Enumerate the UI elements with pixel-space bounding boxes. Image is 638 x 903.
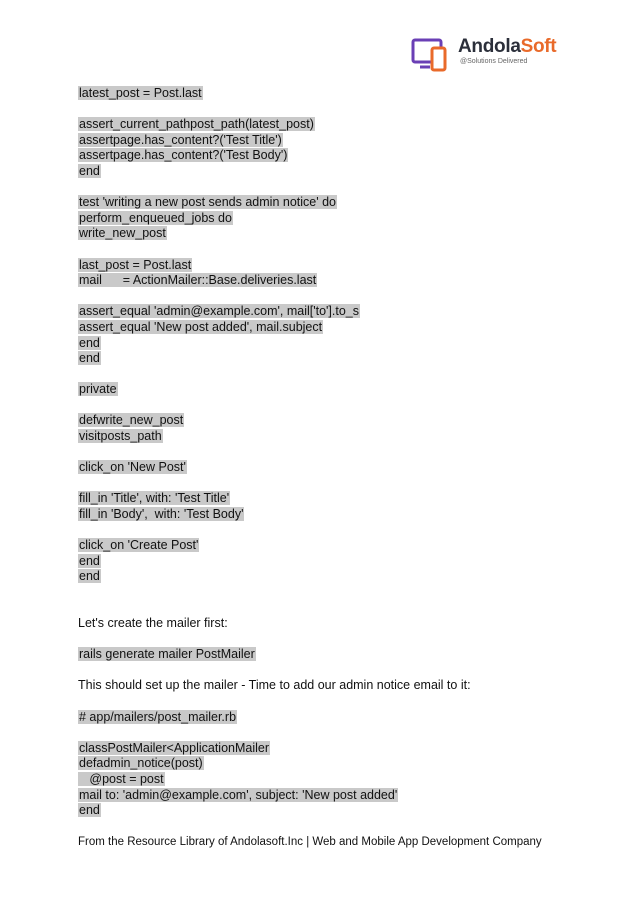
- test-code-section: [78, 86, 558, 585]
- code-block: [78, 86, 558, 102]
- code-line: classPostMailer<ApplicationMailer: [79, 740, 270, 755]
- code-line: click_on 'Create Post': [79, 538, 199, 553]
- code-line: end: [79, 335, 100, 350]
- code-block: [78, 195, 558, 242]
- code-line: assert_current_pathpost_path(latest_post): [79, 117, 314, 132]
- code-line: fill_in 'Body', with: 'Test Body': [79, 507, 244, 522]
- code-line: end: [79, 351, 100, 366]
- code-line: latest_post = Post.last: [79, 86, 202, 100]
- code-block: [78, 538, 558, 585]
- code-block: [78, 460, 558, 476]
- code-line: assert_equal 'New post added', mail.subject: [79, 319, 323, 334]
- code-line: click_on 'New Post': [79, 460, 186, 475]
- document-body: [78, 86, 558, 819]
- code-generate-mailer: rails generate mailer PostMailer: [79, 647, 255, 662]
- page-footer: From the Resource Library of Andolasoft.Inc | Web and Mobile App Development Company: [78, 836, 542, 848]
- code-line: end: [79, 553, 100, 568]
- code-block: [78, 413, 558, 444]
- code-block: [78, 117, 558, 179]
- code-block: [78, 258, 558, 289]
- prose-admin-notice: This should set up the mailer - Time to add our admin notice email to it:: [78, 678, 471, 693]
- code-line: defadmin_notice(post): [79, 756, 203, 771]
- code-line: mail = ActionMailer::Base.deliveries.last: [79, 273, 317, 288]
- code-line: end: [79, 163, 100, 178]
- code-line: perform_enqueued_jobs do: [79, 210, 232, 225]
- code-block: [78, 304, 558, 366]
- code-line: defwrite_new_post: [79, 413, 184, 428]
- code-line: @post = post: [79, 771, 164, 786]
- code-line: end: [79, 569, 100, 584]
- logo-tagline: @Solutions Delivered: [460, 58, 528, 65]
- code-line: end: [79, 803, 100, 818]
- code-line: assertpage.has_content?('Test Title'): [79, 132, 282, 147]
- mailer-code-block: [78, 741, 558, 819]
- code-line: assert_equal 'admin@example.com', mail['to'].to_s: [79, 304, 359, 319]
- code-line: assertpage.has_content?('Test Body'): [79, 148, 288, 163]
- code-line: last_post = Post.last: [79, 257, 192, 272]
- code-line: write_new_post: [79, 226, 166, 241]
- code-line: mail to: 'admin@example.com', subject: 'New post added': [79, 787, 398, 802]
- prose-mailer-intro: Let's create the mailer first:: [78, 616, 228, 630]
- code-line: visitposts_path: [79, 429, 162, 444]
- device-icon: [410, 34, 454, 74]
- code-line: fill_in 'Title', with: 'Test Title': [79, 491, 230, 506]
- andolasoft-logo: [410, 34, 570, 74]
- code-block: [78, 382, 558, 398]
- code-line: test 'writing a new post sends admin notice' do: [79, 195, 336, 210]
- code-block: [78, 491, 558, 522]
- code-line: private: [79, 382, 117, 397]
- code-file-path: # app/mailers/post_mailer.rb: [79, 709, 237, 724]
- logo-name: AndolaSoft: [458, 36, 557, 57]
